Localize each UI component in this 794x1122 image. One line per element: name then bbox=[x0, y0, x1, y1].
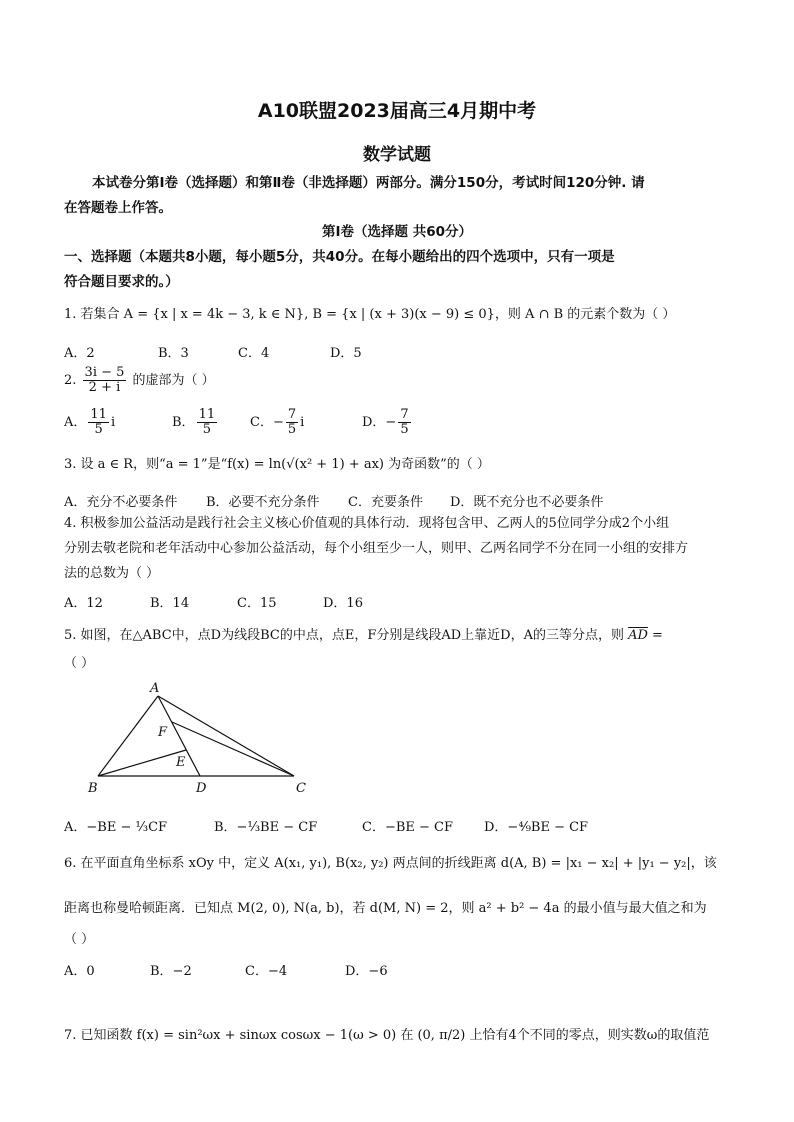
segment-cf bbox=[172, 722, 294, 776]
q2-option-c-label: C．− bbox=[250, 415, 284, 430]
q5-equals: = bbox=[647, 628, 663, 643]
q1-option-a: A．2 bbox=[64, 346, 95, 361]
q2-option-d-num: 7 bbox=[400, 407, 409, 422]
q6-option-b: B．−2 bbox=[150, 964, 192, 979]
q2-option-c bbox=[250, 408, 304, 437]
q2-option-d-label: D．− bbox=[362, 415, 397, 430]
q2-option-c-num: 7 bbox=[287, 407, 297, 422]
q2-fraction-numerator: 3i − 5 bbox=[84, 365, 125, 380]
q2-number: 2. bbox=[64, 373, 77, 388]
q1-option-c: C．4 bbox=[238, 346, 270, 361]
q6-option-c: C．−4 bbox=[245, 964, 288, 979]
q3-option-a: A．充分不必要条件 bbox=[64, 495, 178, 510]
exam-subtitle: 数学试题 bbox=[363, 145, 431, 165]
q6-line-3: （ ） bbox=[64, 932, 95, 947]
label-f: F bbox=[158, 725, 168, 740]
q2-option-c-tail: i bbox=[300, 415, 305, 430]
q5-line-1 bbox=[64, 628, 663, 644]
q5-triangle-figure bbox=[80, 680, 320, 800]
q3-stem: 3. 设 a ∈ R，则“a = 1”是“f(x) = ln(√(x² + 1) + ax) 为奇函数”的（ ） bbox=[64, 457, 490, 472]
q4-line-1: 4. 积极参加公益活动是践行社会主义核心价值观的具体行动．现将包含甲、乙两人的5位同学分成2个小组 bbox=[64, 516, 670, 531]
q4-line-2: 分别去敬老院和老年活动中心参加公益活动，每个小组至少一人，则甲、乙两名同学不分在同一小组的安排方 bbox=[64, 541, 689, 556]
q4-option-b: B．14 bbox=[150, 596, 190, 611]
label-b: B bbox=[88, 781, 98, 796]
q4-option-c: C．15 bbox=[237, 596, 277, 611]
q2-fraction-denominator: 2 + i bbox=[88, 380, 121, 395]
exam-title: A10联盟2023届高三4月期中考 bbox=[257, 100, 537, 122]
q6-line-2: 距离也称曼哈顿距离．已知点 M(2, 0), N(a, b)，若 d(M, N) = 2，则 a² + b² − 4a 的最小值与最大值之和为 bbox=[64, 901, 707, 916]
q2-option-a bbox=[64, 408, 115, 437]
q3-option-b: B．必要不充分条件 bbox=[206, 495, 320, 510]
q1-stem: 1. 若集合 A = {x | x = 4k − 3, k ∈ N}, B = {x | (x + 3)(x − 9) ≤ 0}，则 A ∩ B 的元素个数为（ ） bbox=[64, 307, 676, 322]
q5-option-a: A．−BE − ⅓CF bbox=[64, 820, 168, 835]
q5-option-c: C．−BE − CF bbox=[362, 820, 454, 835]
q6-line-1: 6. 在平面直角坐标系 xOy 中，定义 A(x₁, y₁), B(x₂, y₂) 两点间的折线距离 d(A, B) = |x₁ − x₂| + |y₁ − y₂|，该 bbox=[64, 856, 717, 871]
q2-option-c-den: 5 bbox=[287, 422, 297, 437]
label-a: A bbox=[150, 681, 160, 696]
q6-option-a: A．0 bbox=[64, 964, 95, 979]
q5-vector-ad: $\overline{AD}$ bbox=[628, 628, 648, 643]
q4-option-d: D．16 bbox=[323, 596, 363, 611]
q2-option-a-tail: i bbox=[110, 415, 116, 430]
q3-option-d: D．既不充分也不必要条件 bbox=[450, 495, 604, 510]
label-e: E bbox=[176, 755, 186, 770]
q2-option-d-den: 5 bbox=[400, 422, 409, 437]
q5-option-b: B．−⅓BE − CF bbox=[214, 820, 318, 835]
side-ab bbox=[98, 696, 158, 776]
q4-line-3: 法的总数为（ ） bbox=[64, 566, 160, 581]
q5-option-d: D．−⁴⁄₉BE − CF bbox=[484, 820, 589, 835]
q2-stem bbox=[64, 366, 215, 395]
q3-option-c: C．充要条件 bbox=[348, 495, 423, 510]
q2-option-b bbox=[172, 408, 219, 437]
q2-option-a-label: A． bbox=[64, 415, 87, 430]
q4-option-a: A．12 bbox=[64, 596, 103, 611]
part1-heading: 第Ⅰ卷（选择题 共60分） bbox=[321, 224, 472, 240]
q1-option-b: B．3 bbox=[158, 346, 189, 361]
q2-fraction bbox=[83, 366, 127, 395]
label-d: D bbox=[196, 781, 207, 796]
q2-tail: 的虚部为（ ） bbox=[132, 373, 215, 388]
q6-option-d: D．−6 bbox=[345, 964, 388, 979]
q5-stem: 5. 如图，在△ABC中，点D为线段BC的中点，点E，F分别是线段AD上靠近D，A的三等分点，则 bbox=[64, 628, 624, 643]
q2-option-d bbox=[362, 408, 413, 437]
q1-option-d: D．5 bbox=[330, 346, 362, 361]
intro-line-1: 本试卷分第Ⅰ卷（选择题）和第Ⅱ卷（非选择题）两部分。满分150分，考试时间120分钟. 请 bbox=[92, 175, 645, 191]
segment-be bbox=[98, 750, 186, 776]
q2-option-a-num: 11 bbox=[90, 407, 107, 422]
q2-option-b-den: 5 bbox=[202, 422, 211, 437]
q5-line-2: （ ） bbox=[64, 656, 95, 671]
q7-line-1: 7. 已知函数 f(x) = sin²ωx + sinωx cosωx − 1(ω > 0) 在 (0, π/2) 上恰有4个不同的零点，则实数ω的取值范 bbox=[64, 1028, 710, 1043]
section-heading-line-1: 一、选择题（本题共8小题，每小题5分，共40分。在每小题给出的四个选项中，只有一项是 bbox=[64, 249, 615, 265]
section-heading-line-2: 符合题目要求的。） bbox=[64, 274, 179, 290]
q2-option-a-den: 5 bbox=[94, 422, 103, 437]
label-c: C bbox=[296, 781, 306, 796]
q2-option-b-label: B． bbox=[172, 415, 195, 430]
q2-option-b-num: 11 bbox=[198, 407, 216, 422]
intro-line-2: 在答题卷上作答。 bbox=[64, 200, 172, 216]
